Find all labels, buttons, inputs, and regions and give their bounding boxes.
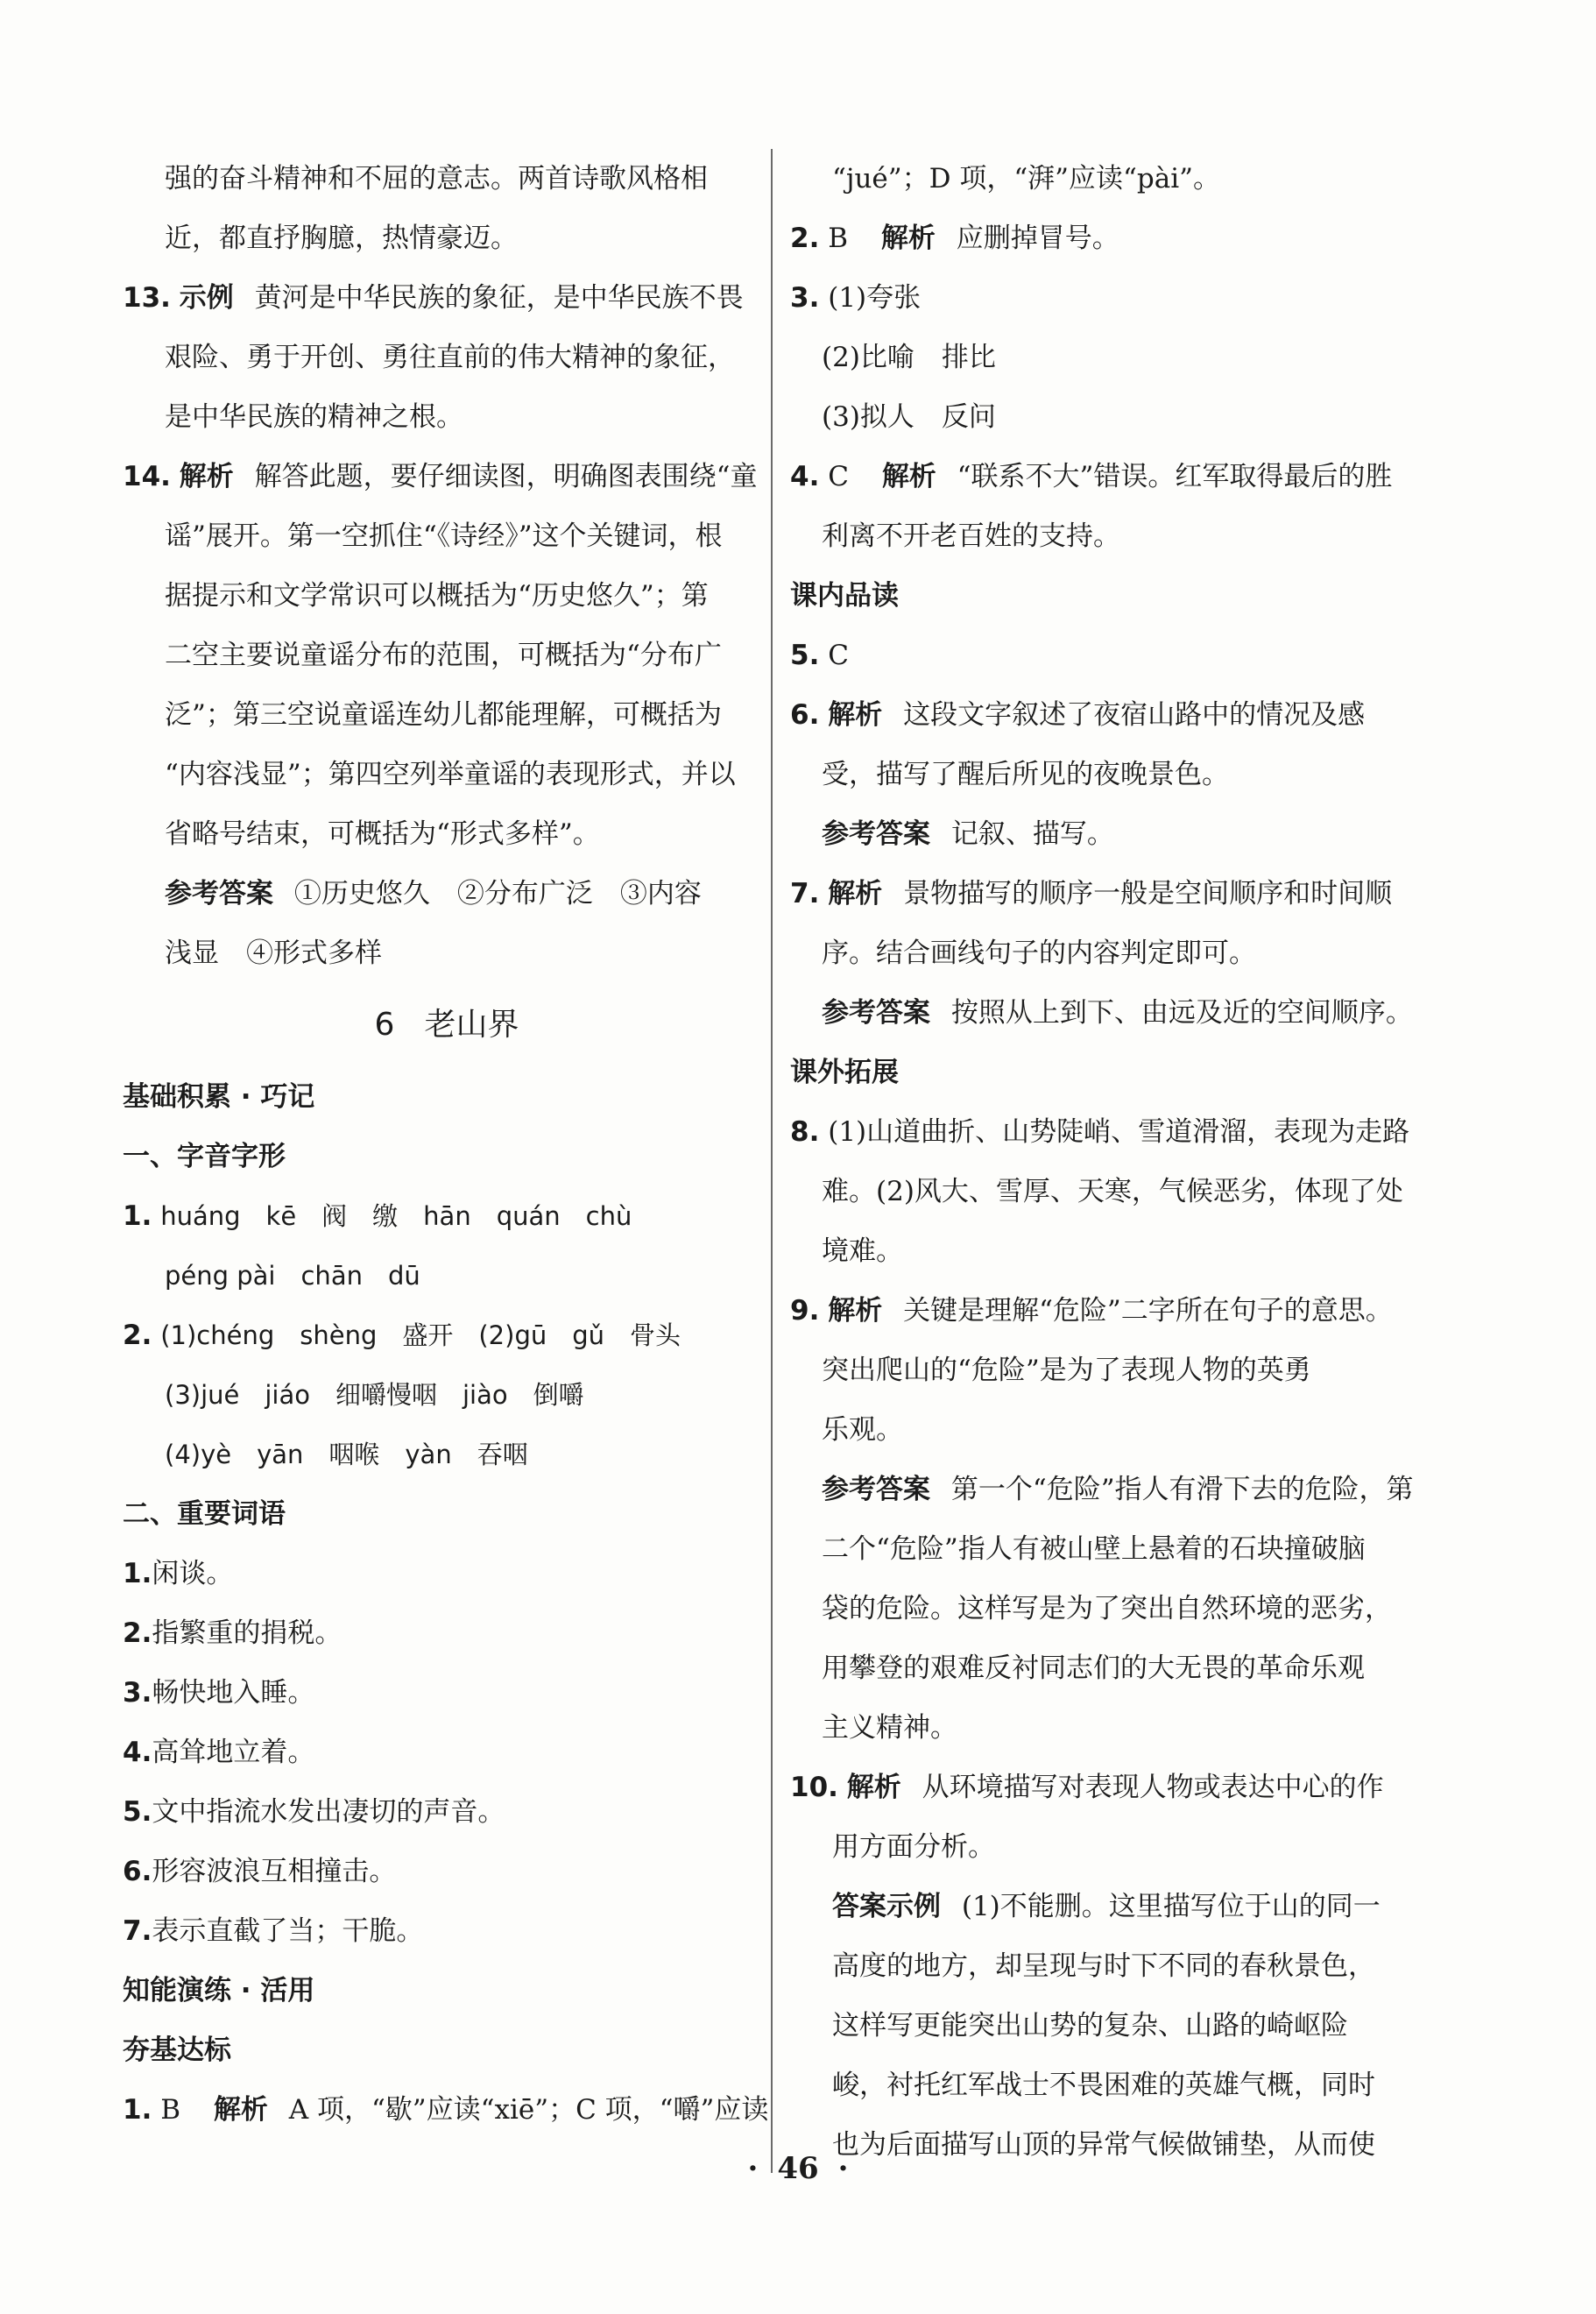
- item-number: 7.: [790, 878, 820, 909]
- text-line: (4)yè yān 咽喉 yàn 吞咽: [165, 1440, 528, 1469]
- text-line: 近，都直抒胸臆，热情豪迈。: [165, 223, 518, 254]
- word-item: [123, 1723, 771, 1782]
- reference-answer-label: 参考答案: [165, 878, 273, 909]
- text-line: 突出爬山的“危险”是为了表现人物的英勇: [822, 1355, 1311, 1386]
- word-meaning: 指繁重的捐税。: [152, 1617, 343, 1649]
- text-line: 二个“危险”指人有被山壁上悬着的石块撞破脑: [822, 1533, 1366, 1565]
- question-14: [123, 447, 771, 506]
- item-number: 6.: [123, 1856, 152, 1887]
- answer-text: (1)不能删。这里描写位于山的同一: [961, 1891, 1381, 1922]
- text-line: 据提示和文学常识可以概括为“历史悠久”；第: [165, 580, 709, 612]
- exercise-8: [790, 1102, 1421, 1162]
- item-2: [123, 1306, 771, 1365]
- item-number: 5.: [790, 640, 820, 671]
- item-number: 2.: [790, 223, 820, 254]
- answer-text: 按照从上到下、由远及近的空间顺序。: [950, 997, 1413, 1029]
- item-number: 4.: [123, 1737, 152, 1768]
- analysis-text: “联系不大”错误。红军取得最后的胜: [957, 461, 1393, 492]
- text-line: 是中华民族的精神之根。: [165, 401, 463, 433]
- reference-answer: [790, 804, 1421, 864]
- word-meaning: 畅快地入睡。: [152, 1677, 315, 1709]
- exercise-5: [790, 626, 1421, 685]
- text-line: 二空主要说童谣分布的范围，可概括为“分布广: [165, 640, 722, 671]
- subsection-heading: 一、字音字形: [123, 1141, 286, 1172]
- answer-text: 黄河是中华民族的象征，是中华民族不畏: [254, 282, 744, 314]
- word-meaning: 形容波浪互相撞击。: [152, 1856, 397, 1887]
- text-line: (3)拟人 反问: [822, 401, 996, 433]
- subsection-heading: 二、重要词语: [123, 1498, 286, 1530]
- text-line: 主义精神。: [822, 1712, 957, 1744]
- word-item: [123, 1603, 771, 1663]
- choice-answer: B: [160, 2094, 180, 2126]
- answer-text: ①历史悠久 ②分布广泛 ③内容: [293, 878, 702, 909]
- text-line: 袋的危险。这样写是为了突出自然环境的恶劣，: [822, 1593, 1392, 1624]
- text-line: 泛”；第三空说童谣连幼儿都能理解，可概括为: [165, 699, 722, 731]
- analysis-text: 这段文字叙述了夜宿山路中的情况及感: [903, 699, 1366, 731]
- reference-answer-label: 参考答案: [822, 1474, 930, 1505]
- pinyin-answer: huáng kē 阀 缴 hān quán chù: [160, 1201, 632, 1231]
- exercise-10: [790, 1758, 1421, 1817]
- reference-answer: [790, 1460, 1421, 1519]
- word-meaning: 表示直截了当；干脆。: [152, 1915, 424, 1947]
- reference-answer: [123, 864, 771, 923]
- exercise-6: [790, 685, 1421, 745]
- analysis-label: 解析: [179, 461, 234, 492]
- example-answer-label: 答案示例: [832, 1891, 941, 1922]
- choice-answer: B: [828, 223, 848, 254]
- section-heading: 课内品读: [790, 580, 899, 612]
- column-divider: [771, 149, 773, 2173]
- text-line: 艰险、勇于开创、勇往直前的伟大精神的象征，: [165, 342, 735, 373]
- analysis-label: 解析: [828, 699, 883, 731]
- item-number: 2.: [123, 1617, 152, 1649]
- answer-text: (1)夸张: [828, 282, 922, 314]
- exercise-2: [790, 209, 1421, 268]
- answer-text: 记叙、描写。: [950, 818, 1114, 850]
- subsection-heading: 夯基达标: [123, 2034, 231, 2066]
- text-line: 这样写更能突出山势的复杂、山路的崎岖险: [832, 2010, 1348, 2042]
- text-line: “内容浅显”；第四空列举童谣的表现形式，并以: [165, 759, 736, 790]
- item-number: 9.: [790, 1295, 820, 1327]
- text-line: 谣”展开。第一空抓住“《诗经》”这个关键词，根: [165, 520, 723, 552]
- question-number: 13.: [123, 282, 171, 314]
- item-number: 1.: [123, 2094, 152, 2126]
- section-heading: 课外拓展: [790, 1057, 899, 1088]
- exercise-9: [790, 1281, 1421, 1341]
- word-meaning: 闲谈。: [152, 1558, 234, 1589]
- section-heading: 知能演练 · 活用: [123, 1975, 315, 2006]
- exercise-1: [123, 2080, 771, 2140]
- lesson-number: 6: [374, 1007, 395, 1043]
- analysis-text: 从环境描写对表现人物或表达中心的作: [922, 1772, 1384, 1803]
- text-line: 境难。: [822, 1235, 903, 1267]
- analysis-label: 解析: [828, 878, 883, 909]
- item-1: [123, 1186, 771, 1246]
- analysis-text: A 项，“歇”应读“xiē”；C 项，“嚼”应读: [288, 2094, 769, 2126]
- item-number: 4.: [790, 461, 820, 492]
- question-number: 14.: [123, 461, 171, 492]
- page-number: · 46 ·: [747, 2151, 849, 2186]
- analysis-label: 解析: [881, 461, 936, 492]
- answer-text: 第一个“危险”指人有滑下去的危险，第: [950, 1474, 1414, 1505]
- item-number: 2.: [123, 1320, 152, 1351]
- text-line: 省略号结束，可概括为“形式多样”。: [165, 818, 600, 850]
- item-number: 10.: [790, 1772, 838, 1803]
- analysis-text: 关键是理解“危险”二字所在句子的意思。: [903, 1295, 1393, 1327]
- word-item: [123, 1901, 771, 1961]
- example-label: 示例: [179, 282, 234, 314]
- item-number: 5.: [123, 1796, 152, 1828]
- item-number: 1.: [123, 1558, 152, 1589]
- word-item: [123, 1842, 771, 1901]
- text-line: 用方面分析。: [832, 1831, 995, 1863]
- word-item: [123, 1544, 771, 1603]
- answer-text: (1)山道曲折、山势陡峭、雪道滑溜，表现为走路: [828, 1116, 1410, 1148]
- choice-answer: C: [828, 461, 849, 492]
- text-line: 乐观。: [822, 1414, 903, 1446]
- text-line: 用攀登的艰难反衬同志们的大无畏的革命乐观: [822, 1652, 1365, 1684]
- analysis-text: 应删掉冒号。: [956, 223, 1119, 254]
- word-meaning: 高耸地立着。: [152, 1737, 315, 1768]
- text-line: 受，描写了醒后所见的夜晚景色。: [822, 759, 1229, 790]
- lesson-name: 老山界: [424, 1007, 519, 1043]
- word-item: [123, 1663, 771, 1723]
- example-answer: [790, 1877, 1421, 1936]
- section-heading: 基础积累 · 巧记: [123, 1081, 315, 1113]
- text-line: “jué”；D 项，“湃”应读“pài”。: [832, 163, 1220, 195]
- reference-answer-label: 参考答案: [822, 818, 930, 850]
- exercise-3: [790, 268, 1421, 328]
- reference-answer-label: 参考答案: [822, 997, 930, 1029]
- item-number: 3.: [790, 282, 820, 314]
- analysis-label: 解析: [828, 1295, 883, 1327]
- left-column: [123, 149, 771, 2140]
- text-line: 利离不开老百姓的支持。: [822, 520, 1120, 552]
- text-line: (2)比喻 排比: [822, 342, 996, 373]
- text-line: 浅显 ④形式多样: [165, 938, 382, 969]
- pinyin-answer: (1)chéng shèng 盛开 (2)gū gǔ 骨头: [160, 1320, 681, 1350]
- analysis-text: 解答此题，要仔细读图，明确图表围绕“童: [254, 461, 758, 492]
- right-column: [790, 149, 1421, 2175]
- word-meaning: 文中指流水发出凄切的声音。: [152, 1796, 505, 1828]
- reference-answer: [790, 983, 1421, 1043]
- page-number-value: 46: [777, 2151, 819, 2186]
- analysis-text: 景物描写的顺序一般是空间顺序和时间顺: [903, 878, 1393, 909]
- text-line: 峻，衬托红军战士不畏困难的英雄气概，同时: [832, 2070, 1375, 2101]
- exercise-4: [790, 447, 1421, 506]
- text-line: 难。(2)风大、雪厚、天寒，气候恶劣，体现了处: [822, 1176, 1403, 1207]
- item-number: 3.: [123, 1677, 152, 1709]
- lesson-title: [123, 983, 771, 1067]
- exercise-7: [790, 864, 1421, 923]
- word-item: [123, 1782, 771, 1842]
- item-number: 8.: [790, 1116, 820, 1148]
- item-number: 1.: [123, 1200, 152, 1232]
- analysis-label: 解析: [846, 1772, 901, 1803]
- text-line: 序。结合画线句子的内容判定即可。: [822, 938, 1256, 969]
- analysis-label: 解析: [880, 223, 936, 254]
- text-line: (3)jué jiáo 细嚼慢咽 jiào 倒嚼: [165, 1380, 584, 1410]
- text-line: 高度的地方，却呈现与时下不同的春秋景色，: [832, 1950, 1375, 1982]
- item-number: 7.: [123, 1915, 152, 1947]
- question-13: [123, 268, 771, 328]
- text-line: 也为后面描写山顶的异常气候做铺垫，从而使: [832, 2129, 1375, 2161]
- item-number: 6.: [790, 699, 820, 731]
- text-line: 强的奋斗精神和不屈的意志。两首诗歌风格相: [165, 163, 708, 195]
- analysis-label: 解析: [213, 2094, 268, 2126]
- choice-answer: C: [828, 640, 849, 671]
- text-line: péng pài chān dū: [165, 1261, 420, 1291]
